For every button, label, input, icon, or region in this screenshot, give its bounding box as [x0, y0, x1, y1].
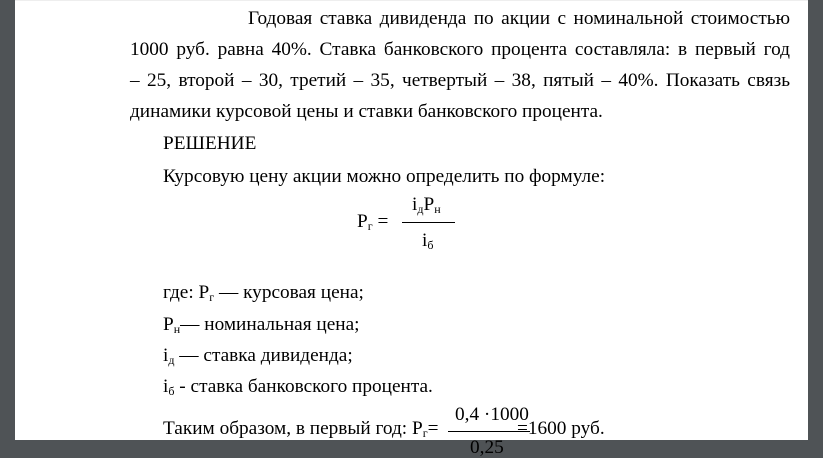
example-numerator: 0,4 ·1000: [455, 404, 529, 425]
legend-sub: б: [168, 384, 175, 398]
formula-denominator: [422, 231, 433, 250]
numerator-i: i: [412, 194, 418, 215]
numerator-p: P: [423, 194, 435, 215]
formula-lhs-sub: г: [367, 219, 373, 233]
example-result: =1600 руб.: [517, 418, 605, 439]
legend-item-dividend-rate: [163, 346, 353, 365]
legend-text: — номинальная цена;: [180, 314, 360, 335]
problem-line-1: Годовая ставка дивиденда по акции с номинальной стоимостью: [248, 8, 790, 29]
legend-sub: н: [173, 322, 181, 336]
legend-text: — курсовая цена;: [214, 282, 364, 303]
legend-symbol: P: [198, 282, 210, 303]
legend-symbol: i: [163, 345, 169, 366]
denominator-i: i: [422, 230, 428, 251]
legend-symbol: i: [163, 376, 169, 397]
example-denominator: 0,25: [470, 437, 504, 458]
formula-lhs-symbol: P: [357, 211, 368, 232]
numerator-i-sub: д: [417, 202, 424, 216]
example-lhs-sub: г: [422, 426, 428, 440]
example-equals: =: [427, 418, 439, 439]
legend-item-bank-rate: [163, 377, 433, 396]
legend-symbol: P: [163, 314, 174, 335]
legend-text: - ставка банковского процента.: [174, 376, 433, 397]
problem-line-4: динамики курсовой цены и ставки банковского процента.: [130, 101, 603, 122]
formula-numerator: [412, 195, 441, 214]
legend-item-course-price: [163, 283, 364, 302]
example-lhs-symbol: P: [412, 418, 423, 439]
numerator-p-sub: н: [434, 202, 441, 216]
problem-line-3: – 25, второй – 30, третий – 35, четвертый – 38, пятый – 40%. Показать связь: [130, 70, 790, 91]
document-page: [15, 0, 808, 458]
formula-fraction-bar: [402, 222, 455, 223]
denominator-i-sub: б: [427, 238, 434, 252]
formula-equals: =: [377, 211, 389, 232]
legend-sub: д: [168, 353, 175, 367]
formula-intro: Курсовую цену акции можно определить по формуле:: [163, 166, 606, 187]
example-lhs: [412, 419, 439, 438]
solution-heading: РЕШЕНИЕ: [163, 133, 257, 154]
problem-line-2: 1000 руб. равна 40%. Ставка банковского процента составляла: в первый год: [130, 39, 790, 60]
legend-text: — ставка дивиденда;: [174, 345, 353, 366]
example-lead: Таким образом, в первый год:: [163, 418, 408, 439]
formula-lhs: [357, 212, 388, 231]
legend-sub: г: [209, 290, 215, 304]
legend-item-nominal-price: [163, 315, 360, 334]
legend-prefix: где:: [163, 282, 199, 303]
